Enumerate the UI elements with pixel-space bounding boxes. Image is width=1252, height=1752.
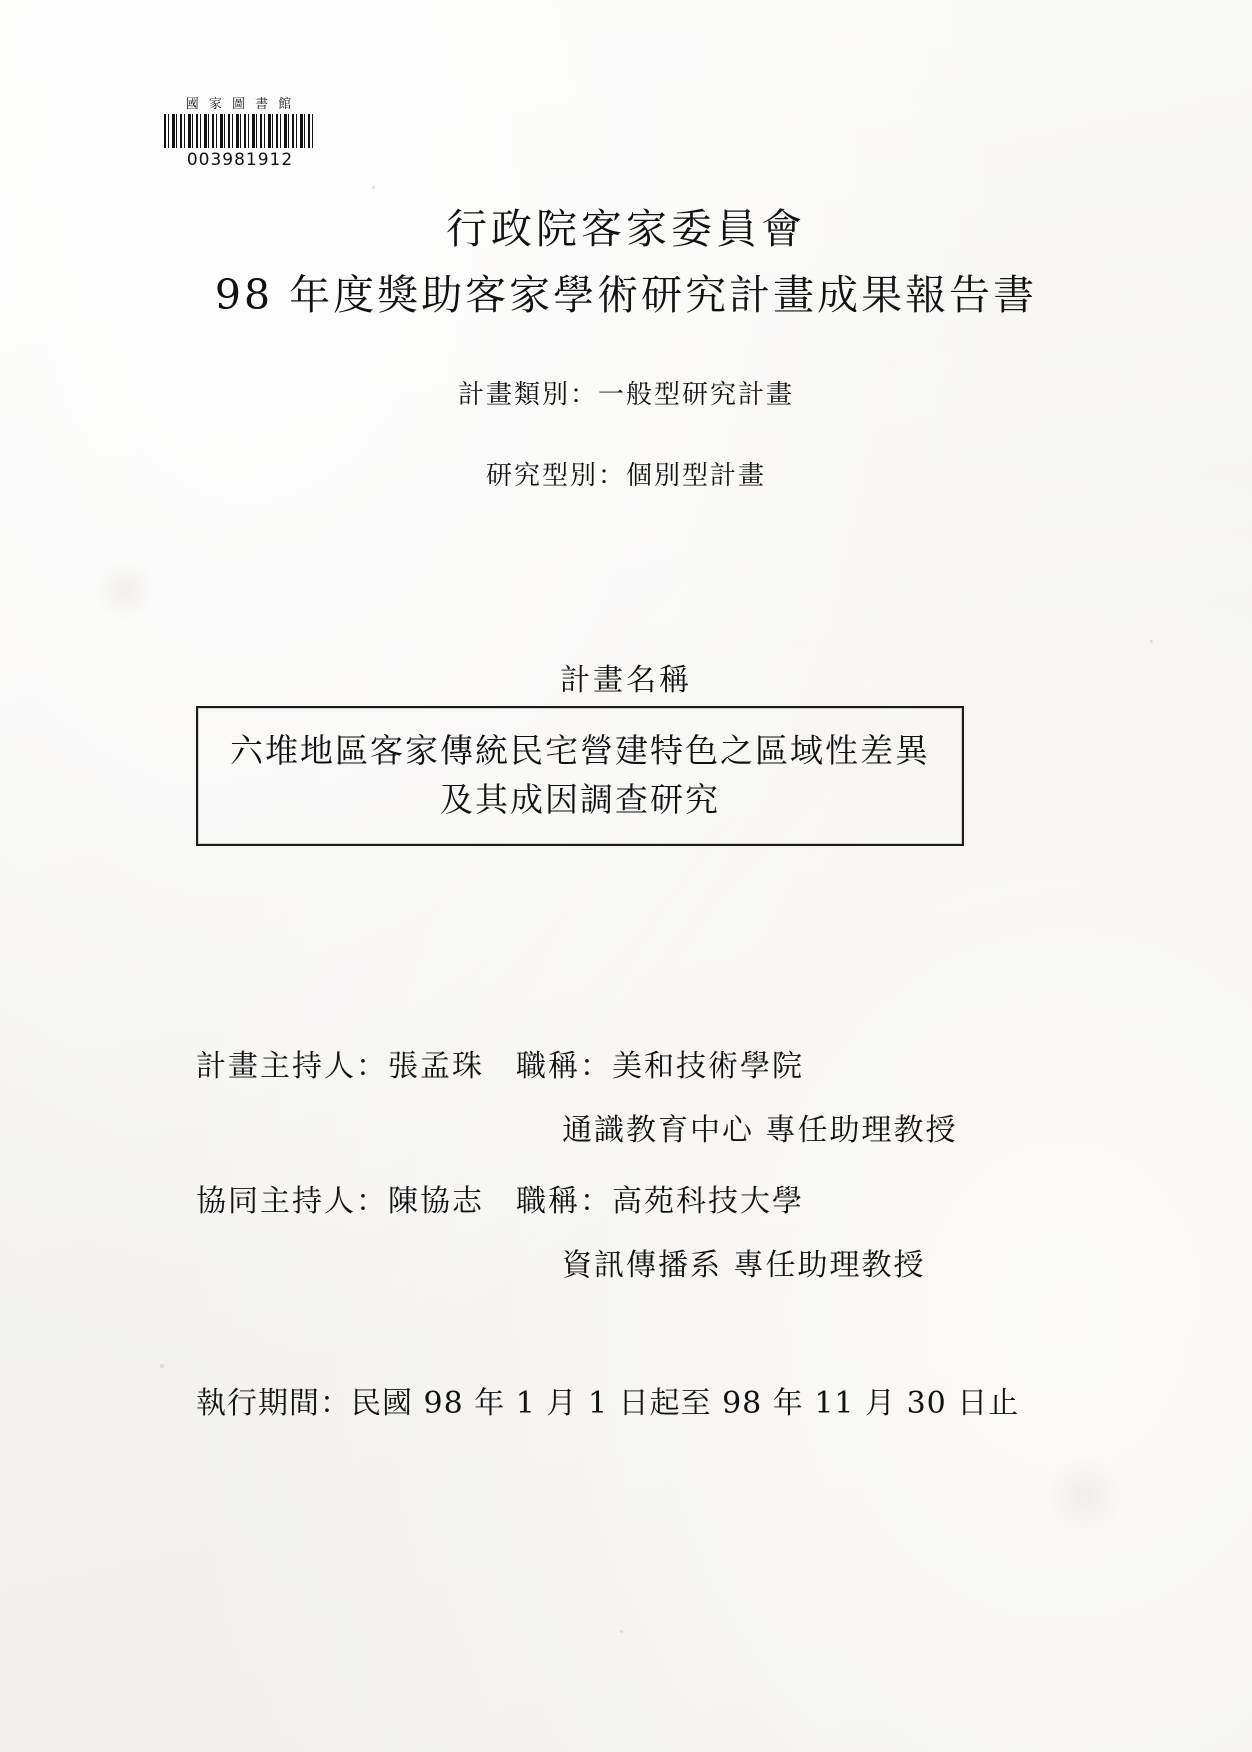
barcode-bars-icon (164, 114, 316, 148)
principal-investigator-affiliation: 通識教育中心 專任助理教授 (562, 1112, 958, 1148)
plan-category: 計畫類別：一般型研究計畫 (457, 380, 794, 410)
co-investigator-affiliation: 資訊傳播系 專任助理教授 (562, 1247, 926, 1283)
spacer (0, 1149, 1252, 1183)
barcode-number-label: 003981912 (186, 150, 294, 171)
scan-smudge (1040, 1460, 1130, 1530)
scan-speck (160, 1364, 164, 1368)
scan-speck (372, 186, 375, 189)
spacer (0, 1221, 1252, 1247)
principal-investigator: 計畫主持人：張孟珠 職稱：美和技術學院 (196, 1049, 804, 1084)
project-name-label: 計畫名稱 (560, 663, 692, 698)
library-barcode-stamp (160, 98, 320, 170)
scan-speck (620, 1630, 623, 1633)
project-name-box (196, 706, 964, 846)
agency-title: 行政院客家委員會 (446, 205, 806, 253)
scan-smudge (90, 560, 160, 620)
report-title: 98 年度獎助客家學術研究計畫成果報告書 (214, 271, 1038, 319)
spacer (0, 1086, 1252, 1112)
execution-period: 執行期間：民國 98 年 1 月 1 日起至 98 年 11 月 30 日止 (196, 1386, 1020, 1421)
personnel-block (0, 1048, 1252, 1284)
project-name-line-2: 及其成因調查研究 (440, 780, 720, 819)
scan-speck (1150, 640, 1153, 643)
library-name-label: 國 家 圖 書 館 (185, 97, 295, 112)
research-type: 研究型別：個別型計畫 (485, 461, 766, 491)
co-investigator: 協同主持人：陳協志 職稱：高苑科技大學 (196, 1184, 804, 1219)
project-name-line-1: 六堆地區客家傳統民宅營建特色之區域性差異 (230, 731, 930, 771)
